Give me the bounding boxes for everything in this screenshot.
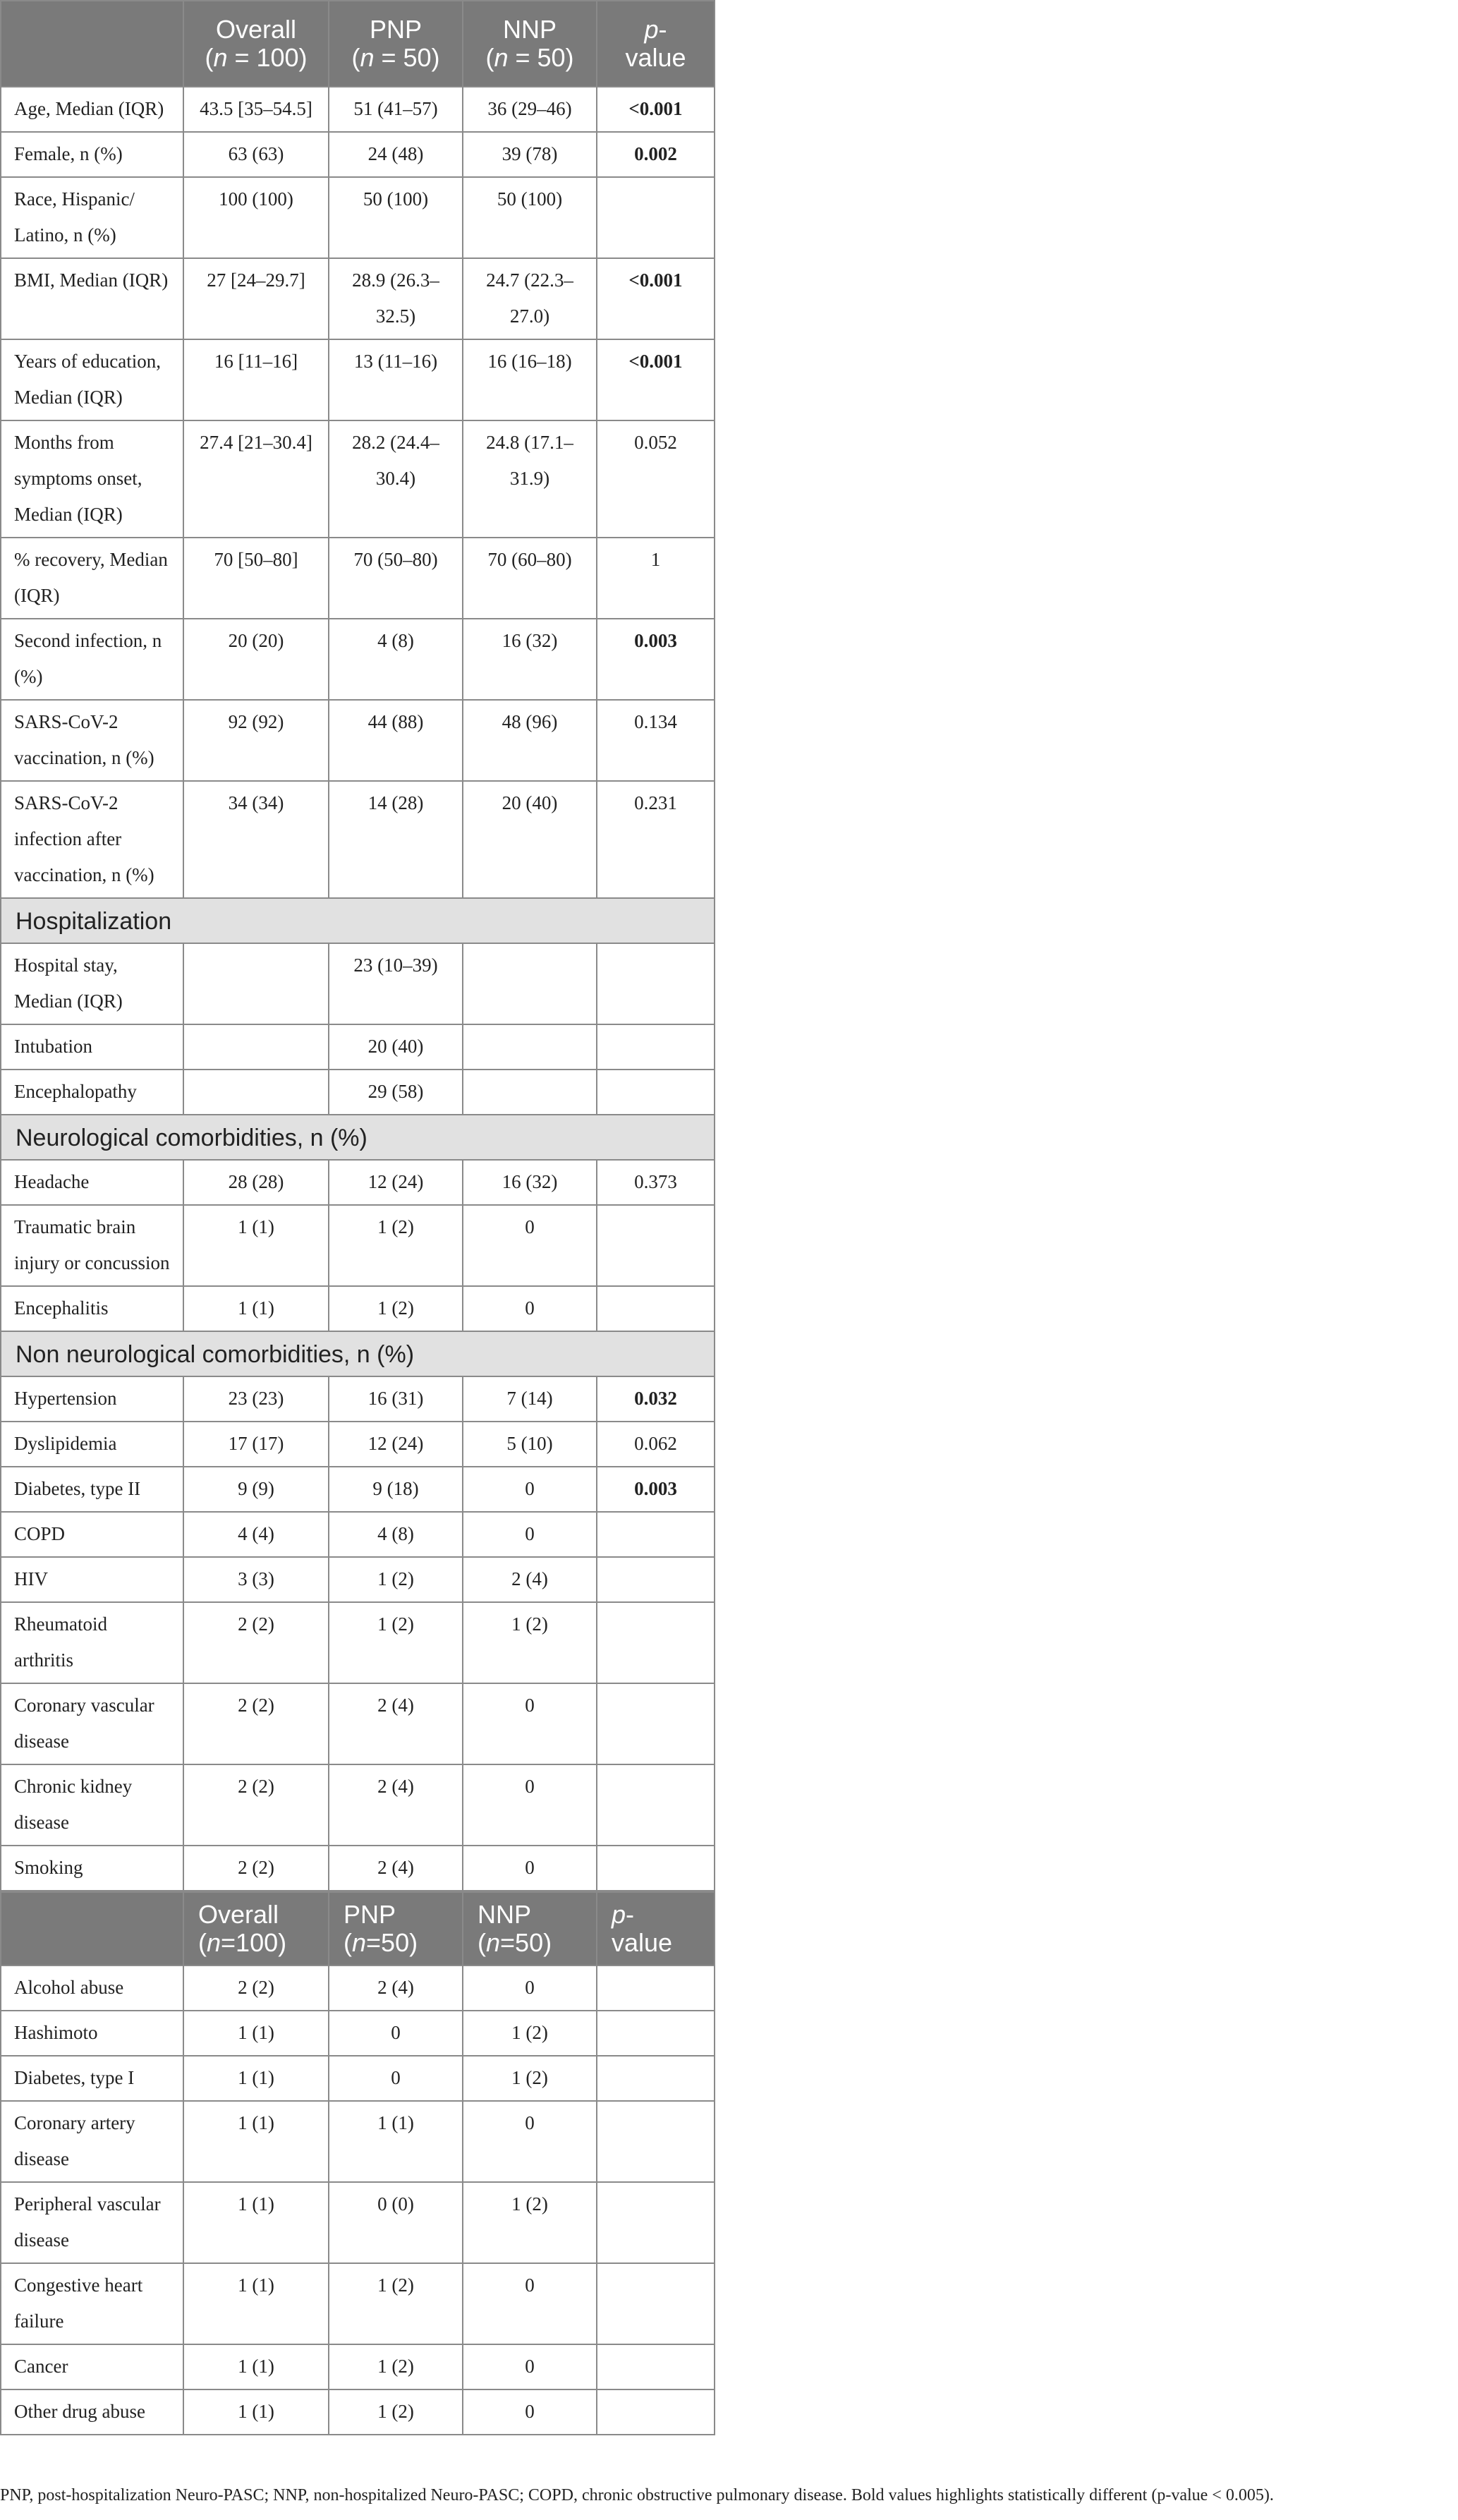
- header-nnp: [463, 1, 597, 87]
- row-label: Hashimoto: [1, 2011, 183, 2056]
- row-label: Alcohol abuse: [1, 1965, 183, 2011]
- table-row: [1, 1286, 715, 1331]
- cell-p-value: 0.002: [597, 132, 715, 177]
- cell-nnp: 0: [463, 2263, 597, 2344]
- cell-pnp: 29 (58): [329, 1070, 463, 1115]
- cell-p-value: [597, 2101, 715, 2182]
- section-header-row: [1, 898, 715, 943]
- cell-pnp: 0: [329, 2056, 463, 2101]
- cell-pnp: 28.9 (26.3–32.5): [329, 258, 463, 339]
- cell-overall: 20 (20): [183, 619, 329, 700]
- row-label: Peripheral vascular disease: [1, 2182, 183, 2263]
- cell-overall: 1 (1): [183, 2056, 329, 2101]
- table-row: [1, 2056, 715, 2101]
- row-label: Hypertension: [1, 1376, 183, 1422]
- row-label: Smoking: [1, 1846, 183, 1891]
- cell-p-value: [597, 1070, 715, 1115]
- cell-nnp: 1 (2): [463, 2011, 597, 2056]
- header2-pnp-n: (n=50): [344, 1928, 418, 1957]
- row-label: Hospital stay, Median (IQR): [1, 943, 183, 1024]
- cell-pnp: 2 (4): [329, 1846, 463, 1891]
- cell-p-value: 0.231: [597, 781, 715, 898]
- cell-nnp: 1 (2): [463, 2182, 597, 2263]
- cell-overall: 28 (28): [183, 1160, 329, 1205]
- cell-nnp: [463, 1070, 597, 1115]
- characteristics-table: [0, 0, 715, 1891]
- cell-nnp: [463, 1024, 597, 1070]
- cell-p-value: [597, 1764, 715, 1846]
- cell-p-value: [597, 1602, 715, 1683]
- table-row: [1, 258, 715, 339]
- table-row: [1, 339, 715, 420]
- cell-pnp: 13 (11–16): [329, 339, 463, 420]
- header-pnp-n: (n = 50): [351, 43, 440, 72]
- cell-pnp: 1 (2): [329, 1602, 463, 1683]
- cell-overall: 1 (1): [183, 2263, 329, 2344]
- cell-p-value: 0.052: [597, 420, 715, 538]
- cell-pnp: 12 (24): [329, 1160, 463, 1205]
- cell-nnp: 0: [463, 1512, 597, 1557]
- cell-p-value: [597, 1683, 715, 1764]
- cell-nnp: [463, 943, 597, 1024]
- table-row: [1, 177, 715, 258]
- table-row: [1, 1160, 715, 1205]
- table-body-continued: [1, 1965, 715, 2435]
- row-label: Rheumatoid arthritis: [1, 1602, 183, 1683]
- cell-overall: 2 (2): [183, 1764, 329, 1846]
- cell-p-value: 0.003: [597, 1467, 715, 1512]
- header-overall-n: (n = 100): [205, 43, 308, 72]
- cell-overall: 2 (2): [183, 1683, 329, 1764]
- cell-p-value: <0.001: [597, 339, 715, 420]
- cell-pnp: 1 (2): [329, 1205, 463, 1286]
- header-overall-label: Overall: [215, 15, 297, 44]
- row-label: Congestive heart failure: [1, 2263, 183, 2344]
- cell-nnp: 0: [463, 2389, 597, 2435]
- cell-nnp: 0: [463, 1286, 597, 1331]
- cell-overall: 43.5 [35–54.5]: [183, 87, 329, 132]
- row-label: Race, Hispanic/ Latino, n (%): [1, 177, 183, 258]
- header-p-label: p-: [644, 15, 667, 44]
- row-label: BMI, Median (IQR): [1, 258, 183, 339]
- row-label: Years of education, Median (IQR): [1, 339, 183, 420]
- cell-pnp: 2 (4): [329, 1683, 463, 1764]
- table-row: [1, 1683, 715, 1764]
- row-label: % recovery, Median (IQR): [1, 538, 183, 619]
- table-header-row: [1, 1, 715, 87]
- cell-overall: 1 (1): [183, 2389, 329, 2435]
- cell-overall: 27 [24–29.7]: [183, 258, 329, 339]
- table-row: [1, 1070, 715, 1115]
- section-title: Non neurological comorbidities, n (%): [1, 1331, 715, 1376]
- cell-pnp: 2 (4): [329, 1764, 463, 1846]
- cell-pnp: 2 (4): [329, 1965, 463, 2011]
- table-row: [1, 1965, 715, 2011]
- cell-overall: 3 (3): [183, 1557, 329, 1602]
- cell-pnp: 16 (31): [329, 1376, 463, 1422]
- cell-nnp: 16 (16–18): [463, 339, 597, 420]
- row-label: Other drug abuse: [1, 2389, 183, 2435]
- table-row: [1, 2263, 715, 2344]
- cell-nnp: 0: [463, 1965, 597, 2011]
- table-row: [1, 1422, 715, 1467]
- cell-nnp: 24.7 (22.3–27.0): [463, 258, 597, 339]
- row-label: Headache: [1, 1160, 183, 1205]
- cell-nnp: 16 (32): [463, 1160, 597, 1205]
- cell-nnp: 50 (100): [463, 177, 597, 258]
- header-empty-cell: [1, 1, 183, 87]
- cell-pnp: 12 (24): [329, 1422, 463, 1467]
- row-label: Female, n (%): [1, 132, 183, 177]
- row-label: Coronary vascular disease: [1, 1683, 183, 1764]
- cell-pnp: 44 (88): [329, 700, 463, 781]
- header2-pnp: [329, 1892, 463, 1965]
- cell-pnp: 28.2 (24.4–30.4): [329, 420, 463, 538]
- cell-overall: 1 (1): [183, 1205, 329, 1286]
- cell-pnp: 0 (0): [329, 2182, 463, 2263]
- cell-p-value: 0.062: [597, 1422, 715, 1467]
- cell-p-value: [597, 177, 715, 258]
- cell-p-value: [597, 1286, 715, 1331]
- cell-pnp: 70 (50–80): [329, 538, 463, 619]
- cell-nnp: 1 (2): [463, 1602, 597, 1683]
- table-row: [1, 700, 715, 781]
- section-header-row: [1, 1331, 715, 1376]
- table-row: [1, 1205, 715, 1286]
- table-row: [1, 1602, 715, 1683]
- header2-empty-cell: [1, 1892, 183, 1965]
- header-nnp-n: (n = 50): [485, 43, 574, 72]
- table-row: [1, 132, 715, 177]
- table-row: [1, 781, 715, 898]
- row-label: Diabetes, type II: [1, 1467, 183, 1512]
- row-label: Intubation: [1, 1024, 183, 1070]
- header2-overall: [183, 1892, 329, 1965]
- table-row: [1, 2011, 715, 2056]
- cell-overall: 16 [11–16]: [183, 339, 329, 420]
- row-label: Traumatic brain injury or concussion: [1, 1205, 183, 1286]
- header2-pnp-label: PNP: [344, 1900, 396, 1929]
- row-label: Age, Median (IQR): [1, 87, 183, 132]
- cell-nnp: 20 (40): [463, 781, 597, 898]
- cell-overall: [183, 1024, 329, 1070]
- section-title: Hospitalization: [1, 898, 715, 943]
- row-label: HIV: [1, 1557, 183, 1602]
- table-row: [1, 1512, 715, 1557]
- cell-nnp: 48 (96): [463, 700, 597, 781]
- table-row: [1, 1557, 715, 1602]
- table-row: [1, 2344, 715, 2389]
- cell-p-value: <0.001: [597, 258, 715, 339]
- header-nnp-label: NNP: [502, 15, 557, 44]
- cell-pnp: 14 (28): [329, 781, 463, 898]
- cell-overall: 1 (1): [183, 2101, 329, 2182]
- cell-p-value: 0.373: [597, 1160, 715, 1205]
- cell-nnp: 7 (14): [463, 1376, 597, 1422]
- cell-p-value: 0.032: [597, 1376, 715, 1422]
- cell-overall: 2 (2): [183, 1602, 329, 1683]
- cell-pnp: 4 (8): [329, 1512, 463, 1557]
- table-row: [1, 2182, 715, 2263]
- cell-overall: 70 [50–80]: [183, 538, 329, 619]
- cell-nnp: 36 (29–46): [463, 87, 597, 132]
- header-p-value: [597, 1, 715, 87]
- cell-p-value: [597, 943, 715, 1024]
- header-pnp-label: PNP: [369, 15, 423, 44]
- table-row: [1, 420, 715, 538]
- header-overall: [183, 1, 329, 87]
- cell-p-value: [597, 1205, 715, 1286]
- cell-nnp: 39 (78): [463, 132, 597, 177]
- row-label: Diabetes, type I: [1, 2056, 183, 2101]
- cell-nnp: 5 (10): [463, 1422, 597, 1467]
- cell-overall: 1 (1): [183, 1286, 329, 1331]
- cell-overall: 17 (17): [183, 1422, 329, 1467]
- header2-p-value: [597, 1892, 715, 1965]
- table-row: [1, 2389, 715, 2435]
- section-title: Neurological comorbidities, n (%): [1, 1115, 715, 1160]
- header2-value-label: value: [612, 1928, 673, 1957]
- cell-nnp: 0: [463, 1467, 597, 1512]
- cell-p-value: <0.001: [597, 87, 715, 132]
- header2-nnp-label: NNP: [478, 1900, 532, 1929]
- cell-pnp: 1 (2): [329, 1286, 463, 1331]
- header2-nnp-n: (n=50): [478, 1928, 552, 1957]
- cell-p-value: [597, 2263, 715, 2344]
- row-label: Cancer: [1, 2344, 183, 2389]
- cell-nnp: 0: [463, 1846, 597, 1891]
- cell-overall: 27.4 [21–30.4]: [183, 420, 329, 538]
- table-row: [1, 1764, 715, 1846]
- cell-overall: 4 (4): [183, 1512, 329, 1557]
- cell-p-value: [597, 1512, 715, 1557]
- header-value-label: value: [625, 43, 686, 72]
- row-label: SARS-CoV-2 infection after vaccination, n (%): [1, 781, 183, 898]
- cell-pnp: 1 (2): [329, 2263, 463, 2344]
- row-label: Second infection, n (%): [1, 619, 183, 700]
- table-row: [1, 538, 715, 619]
- cell-nnp: 70 (60–80): [463, 538, 597, 619]
- table-header-row-continued: [1, 1892, 715, 1965]
- table-row: [1, 1024, 715, 1070]
- table-row: [1, 1846, 715, 1891]
- cell-p-value: 0.134: [597, 700, 715, 781]
- cell-pnp: 23 (10–39): [329, 943, 463, 1024]
- cell-overall: 100 (100): [183, 177, 329, 258]
- cell-overall: [183, 1070, 329, 1115]
- cell-p-value: [597, 1024, 715, 1070]
- header2-nnp: [463, 1892, 597, 1965]
- table-footnote: PNP, post-hospitalization Neuro-PASC; NNP, non-hospitalized Neuro-PASC; COPD, chronic obstructive pulmonary disease. Bold values highlights statistically different (p-value < 0.005).: [0, 2486, 1274, 2504]
- row-label: Dyslipidemia: [1, 1422, 183, 1467]
- cell-p-value: 1: [597, 538, 715, 619]
- cell-p-value: 0.003: [597, 619, 715, 700]
- cell-overall: 1 (1): [183, 2182, 329, 2263]
- cell-pnp: 0: [329, 2011, 463, 2056]
- cell-pnp: 9 (18): [329, 1467, 463, 1512]
- cell-nnp: 0: [463, 2101, 597, 2182]
- table-row: [1, 1376, 715, 1422]
- cell-overall: 9 (9): [183, 1467, 329, 1512]
- cell-p-value: [597, 1557, 715, 1602]
- header2-overall-n: (n=100): [198, 1928, 287, 1957]
- table-body: [1, 87, 715, 1891]
- section-header-row: [1, 1115, 715, 1160]
- cell-p-value: [597, 2389, 715, 2435]
- cell-pnp: 24 (48): [329, 132, 463, 177]
- cell-overall: 23 (23): [183, 1376, 329, 1422]
- cell-p-value: [597, 2011, 715, 2056]
- cell-nnp: 1 (2): [463, 2056, 597, 2101]
- cell-pnp: 1 (2): [329, 2389, 463, 2435]
- table-row: [1, 1467, 715, 1512]
- cell-nnp: 16 (32): [463, 619, 597, 700]
- row-label: Encephalopathy: [1, 1070, 183, 1115]
- cell-p-value: [597, 2056, 715, 2101]
- table-row: [1, 87, 715, 132]
- row-label: Coronary artery disease: [1, 2101, 183, 2182]
- cell-p-value: [597, 2344, 715, 2389]
- cell-pnp: 20 (40): [329, 1024, 463, 1070]
- cell-overall: 92 (92): [183, 700, 329, 781]
- characteristics-table-container: [0, 0, 714, 2435]
- cell-overall: 2 (2): [183, 1846, 329, 1891]
- table-row: [1, 2101, 715, 2182]
- cell-overall: 1 (1): [183, 2344, 329, 2389]
- cell-overall: 1 (1): [183, 2011, 329, 2056]
- cell-nnp: 0: [463, 1764, 597, 1846]
- table-row: [1, 619, 715, 700]
- cell-nnp: 24.8 (17.1–31.9): [463, 420, 597, 538]
- cell-p-value: [597, 2182, 715, 2263]
- table-row: [1, 943, 715, 1024]
- characteristics-table-continued: [0, 1891, 715, 2435]
- cell-pnp: 50 (100): [329, 177, 463, 258]
- cell-pnp: 1 (2): [329, 2344, 463, 2389]
- row-label: Encephalitis: [1, 1286, 183, 1331]
- row-label: COPD: [1, 1512, 183, 1557]
- cell-overall: 34 (34): [183, 781, 329, 898]
- cell-nnp: 0: [463, 1683, 597, 1764]
- row-label: Months from symptoms onset, Median (IQR): [1, 420, 183, 538]
- header2-p-label: p-: [612, 1900, 635, 1929]
- cell-overall: 2 (2): [183, 1965, 329, 2011]
- header-pnp: [329, 1, 463, 87]
- row-label: SARS-CoV-2 vaccination, n (%): [1, 700, 183, 781]
- cell-overall: [183, 943, 329, 1024]
- row-label: Chronic kidney disease: [1, 1764, 183, 1846]
- cell-nnp: 2 (4): [463, 1557, 597, 1602]
- cell-p-value: [597, 1846, 715, 1891]
- cell-nnp: 0: [463, 2344, 597, 2389]
- cell-pnp: 1 (2): [329, 1557, 463, 1602]
- cell-overall: 63 (63): [183, 132, 329, 177]
- header2-overall-label: Overall: [198, 1900, 279, 1929]
- cell-pnp: 51 (41–57): [329, 87, 463, 132]
- cell-nnp: 0: [463, 1205, 597, 1286]
- cell-p-value: [597, 1965, 715, 2011]
- cell-pnp: 4 (8): [329, 619, 463, 700]
- cell-pnp: 1 (1): [329, 2101, 463, 2182]
